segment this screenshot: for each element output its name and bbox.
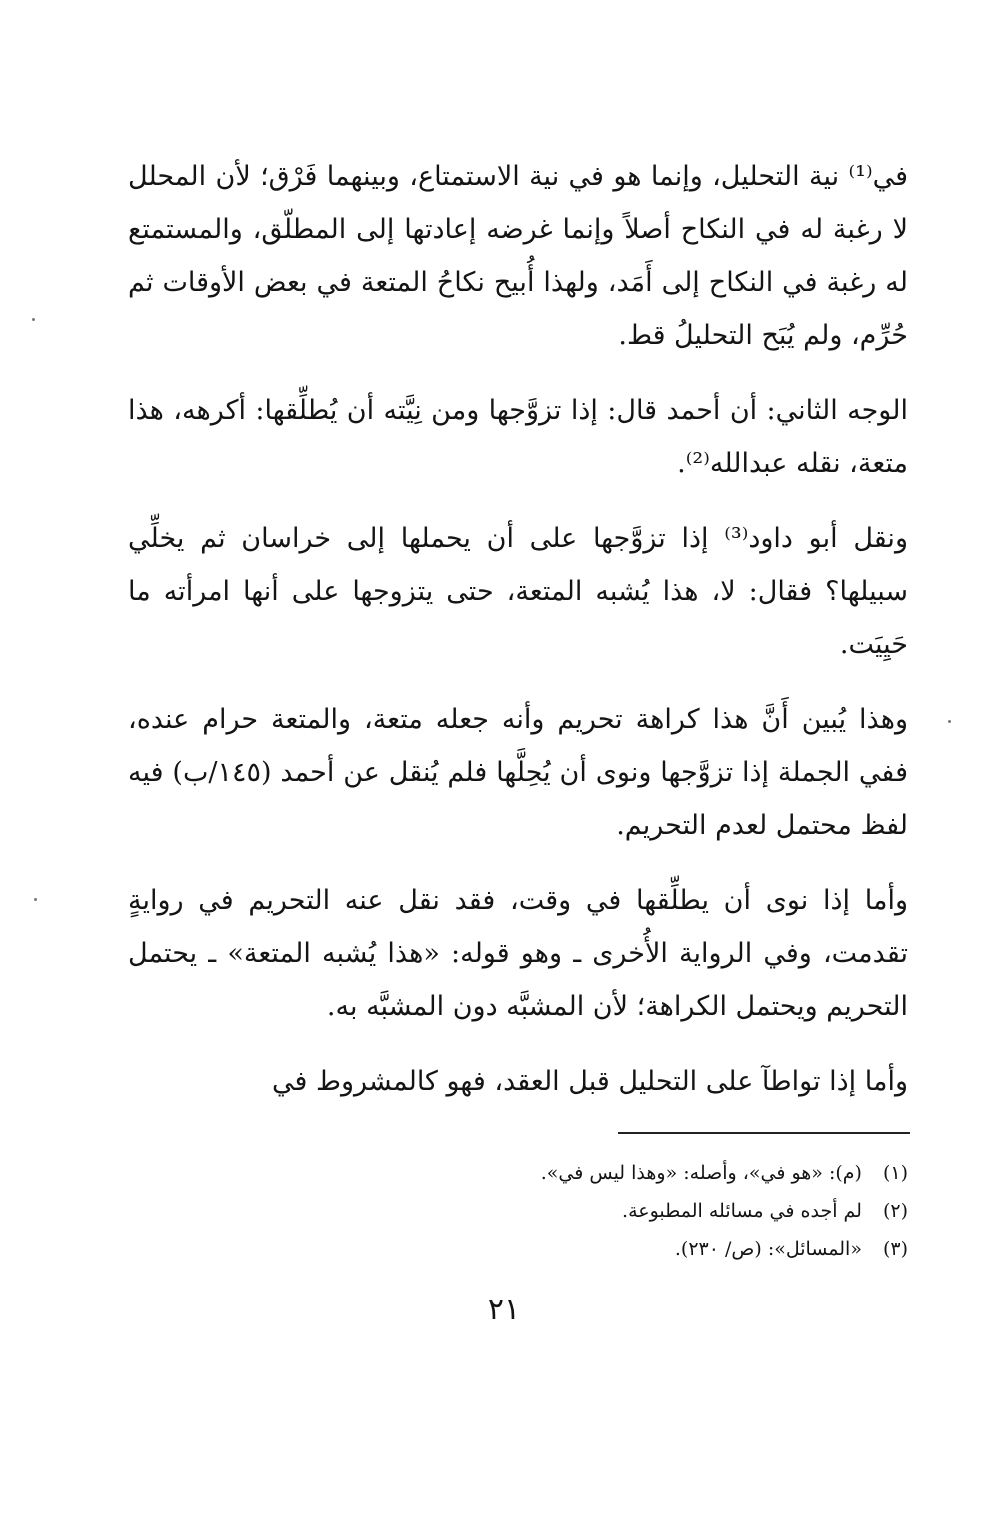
footnote-text: (م): «هو في»، وأصله: «وهذا ليس في». bbox=[540, 1162, 862, 1184]
footnote-number: (٢) bbox=[882, 1200, 908, 1222]
paragraph-2: الوجه الثاني: أن أحمد قال: إذا تزوَّجها ومن نِيَّته أن يُطلِّقها: أكرهه، هذا متعة، نقله عبدالله⁽²⁾. bbox=[128, 395, 908, 479]
footnote-1 bbox=[128, 1154, 908, 1192]
paragraph-1: في⁽¹⁾ نية التحليل، وإنما هو في نية الاستمتاع، وبينهما فَرْق؛ لأن المحلل لا رغبة له في النكاح أصلاً وإنما غرضه إعادتها إلى المطلّق، والمستمتع له رغبة في النكاح إلى أَمَد، ولهذا أُبيح نكاحُ المتعة في بعض الأوقات ثم حُرِّم، ولم يُبَح التحليلُ قط. bbox=[128, 161, 908, 351]
footnote-separator bbox=[618, 1132, 910, 1134]
paragraph-4: وهذا يُبين أَنَّ هذا كراهة تحريم وأنه جعله متعة، والمتعة حرام عنده، ففي الجملة إذا تزوَّجها ونوى أن يُحِلَّها فلم يُنقل عن أحمد (١٤٥/ب) فيه لفظ محتمل لعدم التحريم. bbox=[128, 704, 908, 841]
main-text bbox=[128, 150, 908, 1130]
footnote-number: (١) bbox=[882, 1162, 908, 1184]
paragraph-5: وأما إذا نوى أن يطلِّقها في وقت، فقد نقل عنه التحريم في روايةٍ تقدمت، وفي الرواية الأُخرى ـ وهو قوله: «هذا يُشبه المتعة» ـ يحتمل التحريم ويحتمل الكراهة؛ لأن المشبَّه دون المشبَّه به. bbox=[128, 885, 908, 1022]
footnote-text: لم أجده في مسائله المطبوعة. bbox=[622, 1200, 862, 1222]
footnote-number: (٣) bbox=[882, 1238, 908, 1260]
footnote-2 bbox=[128, 1192, 908, 1230]
footnote-3 bbox=[128, 1230, 908, 1268]
footnotes bbox=[128, 1154, 908, 1268]
scan-speck bbox=[34, 898, 37, 901]
footnote-text: «المسائل»: (ص/ ٢٣٠). bbox=[674, 1238, 862, 1260]
paragraph-3: ونقل أبو داود⁽³⁾ إذا تزوَّجها على أن يحملها إلى خراسان ثم يخلِّي سبيلها؟ فقال: لا، هذا يُشبه المتعة، حتى يتزوجها على أنها امرأته ما حَيِيَت. bbox=[128, 523, 908, 660]
scan-speck bbox=[948, 720, 951, 723]
scan-speck bbox=[32, 318, 35, 321]
page-number: ٢١ bbox=[487, 1292, 521, 1327]
paragraph-6: وأما إذا تواطآ على التحليل قبل العقد، فهو كالمشروط في bbox=[272, 1066, 908, 1097]
